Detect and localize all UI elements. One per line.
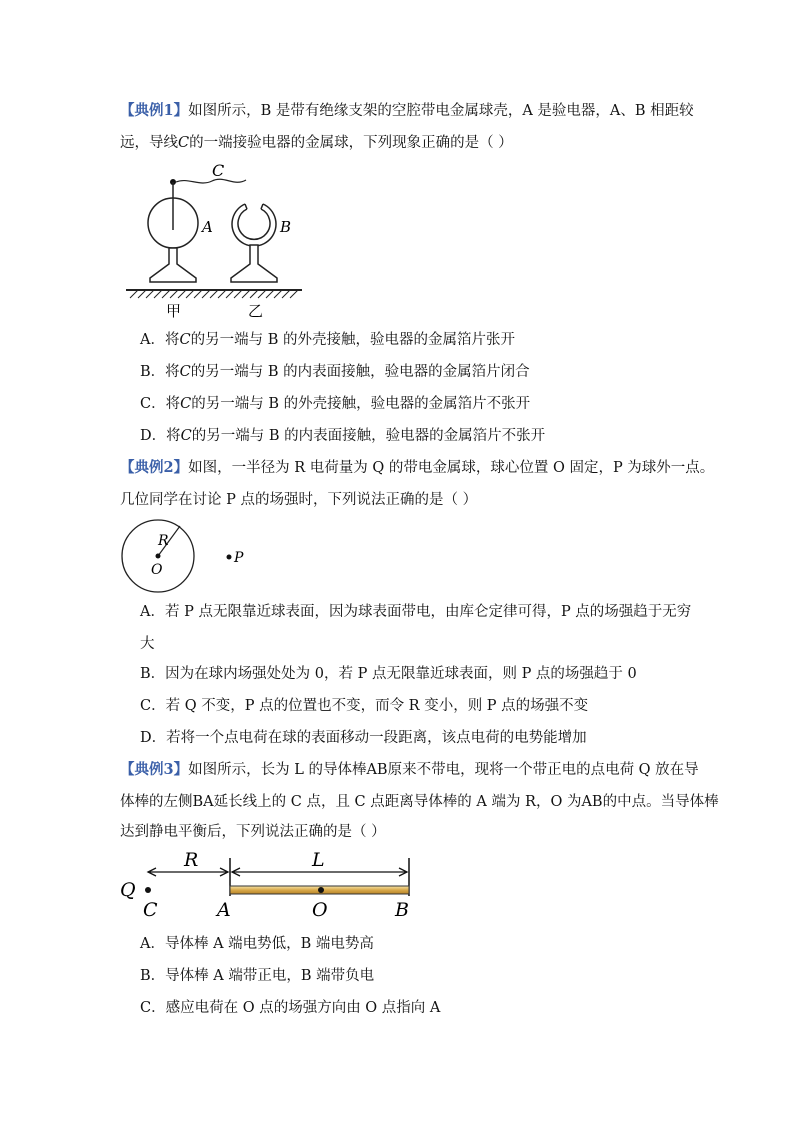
- ex3-stem-line1: 【典例3】如图所示，长为 L 的导体棒AB原来不带电，现将一个带正电的点电荷 Q 放在导: [120, 761, 699, 778]
- ex2-option-d: D．若将一个点电荷在球的表面移动一段距离，该点电荷的电势能增加: [140, 730, 587, 746]
- ex2-label-p: P: [234, 550, 244, 566]
- ex3-label-o: O: [312, 899, 328, 921]
- ex3-label-q: Q: [120, 879, 136, 901]
- ex3-label-a: A: [217, 899, 231, 921]
- ex2-stem-line1: 【典例2】如图，一半径为 R 电荷量为 Q 的带电金属球，球心位置 O 固定，P 为球外一点。: [120, 459, 715, 476]
- ex3-label-c: C: [143, 899, 158, 921]
- ex1-stem-line1: 【典例1】如图所示，B 是带有绝缘支架的空腔带电金属球壳，A 是验电器，A、B 相距较: [120, 102, 694, 119]
- ex1-label-b: B: [280, 218, 292, 236]
- ex3-option-b: B．导体棒 A 端带正电，B 端带负电: [140, 968, 375, 984]
- ex1-label-yi: 乙: [248, 302, 264, 320]
- ex3-label-l: L: [312, 849, 325, 871]
- ex3-stem-line3: 达到静电平衡后，下列说法正确的是（ ）: [120, 824, 386, 840]
- midpoint-o: [318, 887, 324, 893]
- ex2-label-o: O: [151, 562, 163, 578]
- wire-c: [176, 179, 246, 183]
- ex2-option-c: C．若 Q 不变，P 点的位置也不变，而令 R 变小，则 P 点的场强不变: [140, 698, 589, 714]
- ex3-tag: 【典例3】: [120, 761, 189, 778]
- charge-q: [145, 887, 151, 893]
- ex3-stem-line2: 体棒的左侧BA延长线上的 C 点，且 C 点距离导体棒的 A 端为 R，O 为AB的中点。当导体棒: [120, 794, 719, 810]
- ex1-tag: 【典例1】: [120, 102, 189, 119]
- ex2-tag: 【典例2】: [120, 459, 189, 476]
- ex1-stem-line2: 远，导线C的一端接验电器的金属球，下列现象正确的是（ ）: [120, 135, 513, 151]
- ex3-figure: [116, 850, 426, 925]
- ex1-option-d: D．将C的另一端与 B 的内表面接触，验电器的金属箔片不张开: [140, 428, 546, 444]
- ex3-option-c: C．感应电荷在 O 点的场强方向由 O 点指向 A: [140, 1000, 441, 1016]
- ex1-label-a: A: [202, 218, 213, 236]
- electroscope-a: [148, 179, 198, 282]
- ex2-option-a: A．若 P 点无限靠近球表面，因为球表面带电，由库仑定律可得，P 点的场强趋于无穷: [140, 604, 692, 620]
- ex2-stem-line2: 几位同学在讨论 P 点的场强时，下列说法正确的是（ ）: [120, 492, 478, 508]
- ex3-label-r: R: [184, 849, 199, 871]
- ex1-label-c: C: [212, 161, 225, 180]
- ex2-option-a-cont: 大: [140, 636, 155, 652]
- ex1-label-jia: 甲: [166, 302, 182, 320]
- hollow-sphere-b: [231, 204, 277, 282]
- ex2-figure: [118, 518, 258, 598]
- ex1-figure: [120, 160, 320, 320]
- point-p: [227, 555, 232, 560]
- ex1-option-c: C．将C的另一端与 B 的外壳接触，验电器的金属箔片不张开: [140, 396, 531, 412]
- ex1-option-b: B．将C的另一端与 B 的内表面接触，验电器的金属箔片闭合: [140, 364, 530, 380]
- center-point: [156, 554, 161, 559]
- ex2-label-r: R: [158, 533, 169, 549]
- ex3-label-b: B: [395, 899, 409, 921]
- ex2-option-b: B．因为在球内场强处处为 0，若 P 点无限靠近球表面，则 P 点的场强趋于 0: [140, 666, 637, 682]
- ex3-option-a: A．导体棒 A 端电势低，B 端电势高: [140, 936, 374, 952]
- ex1-option-a: A．将C的另一端与 B 的外壳接触，验电器的金属箔片张开: [140, 332, 515, 348]
